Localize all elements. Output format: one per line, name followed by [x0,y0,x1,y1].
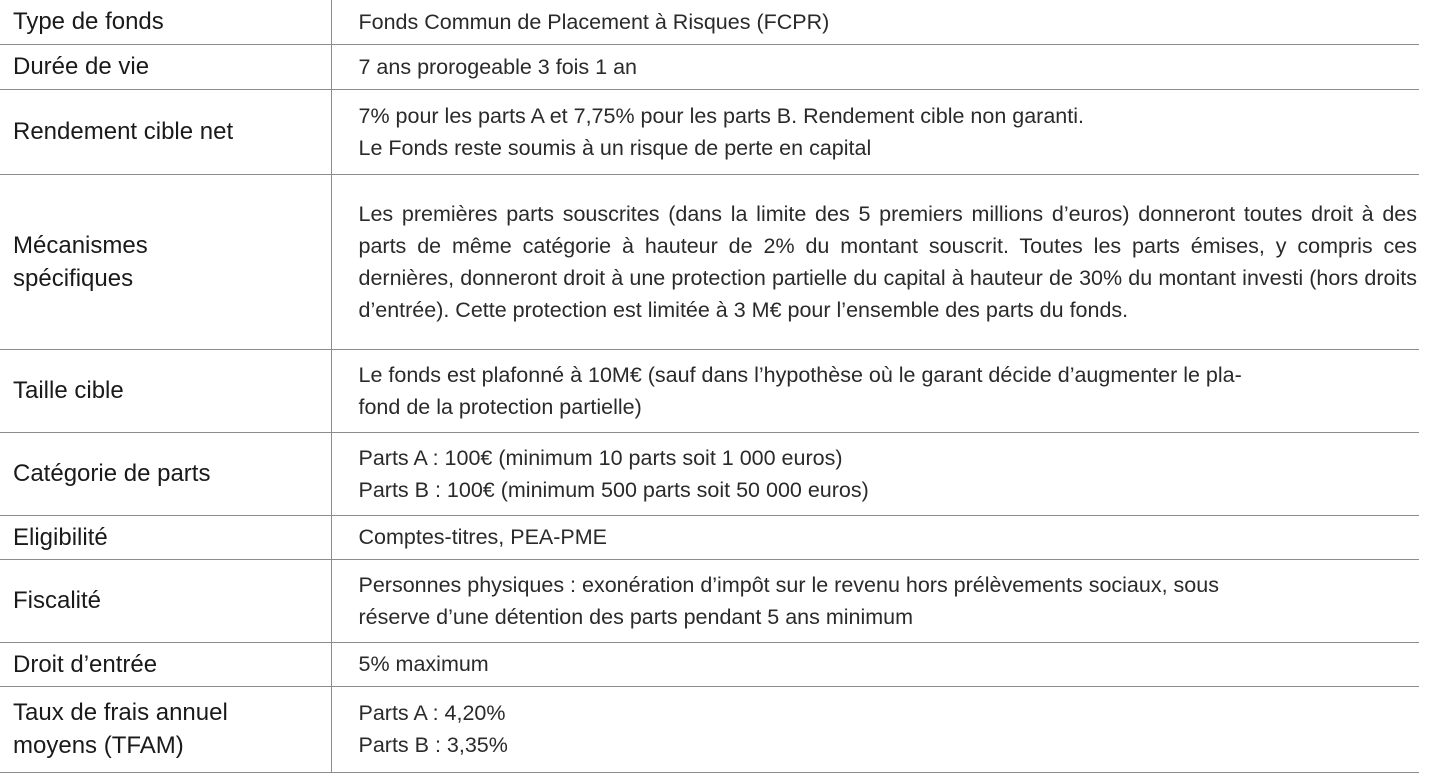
label-line: Catégorie de parts [13,460,211,487]
row-droit-d-entree [0,642,1419,686]
label-line: Eligibilité [13,523,108,551]
row-label [0,349,331,432]
label-line: Mécanismes [13,231,148,259]
row-value [331,686,1419,772]
label-line: Durée de vie [13,53,150,80]
row-rendement-cible-net [0,89,1419,174]
label-line: Type de fonds [13,8,164,36]
row-value [331,642,1419,686]
value-line: Parts A : 4,20% [358,701,506,725]
label-line: Rendement cible net [13,118,234,145]
row-value [331,432,1419,515]
label-line: Droit d’entrée [13,650,158,678]
value-line: Le Fonds reste soumis à un risque de perte en capital [358,135,872,160]
row-value [331,515,1419,559]
value-line: 7 ans prorogeable 3 fois 1 an [358,54,638,79]
value-line: Parts B : 100€ (minimum 500 parts soit 50 000 euros) [358,477,869,502]
label-line: Taux de frais annuel [13,699,228,726]
row-label [0,686,331,772]
value-paragraph: Les premières parts souscrites (dans la limite des 5 premiers millions d’euros) donneront toutes droit à des parts de même catégorie à hauteur de 2% du montant souscrit. Toutes les parts émises, y compris ces dernières, donneront droit à une protection partielle du capital à hauteur de 30% du montant investi (hors droits d’entrée). Cette protection est limitée à 3 M€ pour l’ensemble des parts du fonds. [358,201,1417,322]
value-line: Personnes physiques : exonération d’impôt sur le revenu hors prélèvements sociaux, sous [358,572,1219,597]
row-label [0,0,331,44]
row-value [331,89,1419,174]
row-value [331,44,1419,89]
row-eligibilite [0,515,1419,559]
value-line: réserve d’une détention des parts pendant 5 ans minimum [358,604,914,629]
label-line: moyens (TFAM) [13,732,184,759]
row-duree-de-vie [0,44,1419,89]
value-line: Le fonds est plafonné à 10M€ (sauf dans l’hypothèse où le garant décide d’augmenter le pla- [358,362,1242,387]
label-line: spécifiques [13,264,134,292]
value-line: Parts B : 3,35% [358,733,508,757]
row-tfam [0,686,1419,772]
row-categorie-de-parts [0,432,1419,515]
value-line: 7% pour les parts A et 7,75% pour les parts B. Rendement cible non garanti. [358,103,1084,128]
value-line: Parts A : 100€ (minimum 10 parts soit 1 000 euros) [358,445,843,470]
row-label [0,515,331,559]
value-line: fond de la protection partielle) [358,394,642,419]
row-value [331,0,1419,44]
row-value [331,174,1419,349]
row-taille-cible [0,349,1419,432]
row-value [331,559,1419,642]
row-value [331,349,1419,432]
value-line: Fonds Commun de Placement à Risques (FCPR) [358,9,830,34]
row-type-de-fonds [0,0,1419,44]
row-label [0,432,331,515]
row-label [0,559,331,642]
row-label [0,44,331,89]
row-fiscalite [0,559,1419,642]
row-label [0,89,331,174]
row-label [0,642,331,686]
label-line: Fiscalité [13,587,102,614]
row-mecanismes-specifiques [0,174,1419,349]
value-line: 5% maximum [358,652,489,676]
row-label [0,174,331,349]
value-line: Comptes-titres, PEA-PME [358,525,607,549]
label-line: Taille cible [13,377,124,404]
